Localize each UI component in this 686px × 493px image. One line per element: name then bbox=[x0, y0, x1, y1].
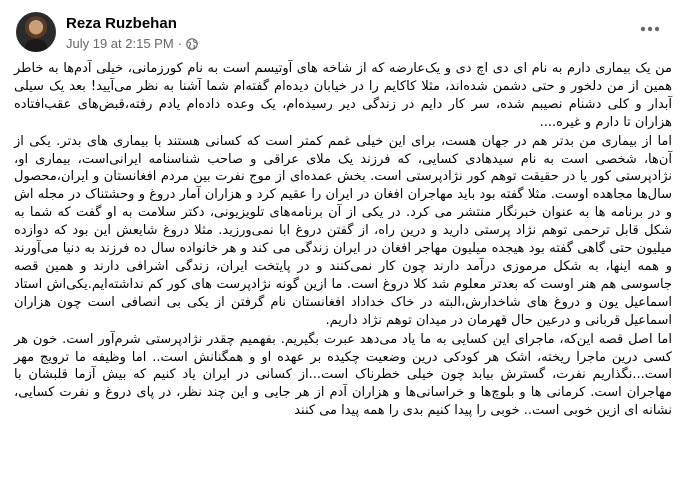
globe-icon[interactable] bbox=[186, 38, 198, 50]
meta-separator: · bbox=[177, 36, 183, 51]
post-body bbox=[14, 60, 672, 421]
post-meta bbox=[66, 36, 198, 51]
post-paragraph: اما اصل قصه این‌که، ماجرای این کسایی به ما یاد می‌دهد عبرت بگیریم. بفهمیم چقدر نژادپرستی شرم‌آور است. خون هر کسی درین ماجرا ریخته، اشک هر کودکی درین وضعیت چکیده بر عهده او و همگنانش است.. اما وظیفه ما ترویج مهر است...نگذاریم نفرت، گسترش بیابد چون خیلی خطرناک است...از کسانی در ایران یاد کنیم که بیش آزما قلبشان با مهاجران است. کرمانی ها و بلوچ‌ها و خراسانی‌ها و هزاران آدم از هر جایی و این چند نظر، در پای دروغ و نفرت کسایی، نشانه ای ازین خوبی است.. خوبی را پیدا کنیم بدی را همه پیدا می کنند bbox=[14, 331, 672, 419]
post-header bbox=[16, 12, 676, 56]
avatar[interactable] bbox=[16, 12, 56, 52]
more-horizontal-icon[interactable] bbox=[636, 18, 664, 40]
post-paragraph: من یک بیماری دارم به نام ای دی اچ دی و یک‌عارضه که از شاخه های آوتیسم است به نام کورزمانی، خیلی آدم‌ها به خاطر همین از من دلخور و حتی دشمن شده‌اند، مثلا کاکایم را در خیابان دیده‌ام گفته‌ام شما آشنا به نظر می‌آیید! بعد یک سیلی آبدار و کلی دشنام نصیبم شده، سر کار دایم در زندگی دیر رسیده‌ام، یک وعده داده‌ام یادم رفته،قبض‌های عقب‌افتاده هزاران تا دارم و غیره.... bbox=[14, 61, 672, 130]
author-name[interactable]: Reza Ruzbehan bbox=[66, 15, 177, 32]
post-paragraph: اما از بیماری من بدتر هم در جهان هست، برای این خیلی غمم کمتر است که کسانی هستند با بیماری های بدتر. یکی از آن‌ها، شخصی است به نام سیدهادی کسایی، که فرزند یک ملای عراقی و صاحب شناسنامه ایرانی‌است، بیماری او، نژادپرستی کور یا در حقیقت توهم کور نژادپرستی است. بخش عمده‌ای از موج نفرت بین مردم افغانستان و ایران،محصول سال‌ها مجاهده اوست. مثلا گفته بود باید مهاجران افغان در ایران را عقیم کرد و هزاران آمار دروغ و وحشتناک در مجله اش و در برنامه ها به عنوان خبرنگار منتشر می کرد. در یکی از آن برنامه‌های تلویزیونی، دکتر سلامت به او گفت که شما به شکل قابل ترحمی توهم نژاد پرستی دارید و درین راه، از گفتن دروغ ابا نمی‌ورزید. مثلا دروغ شایعش این بود که دوازده میلیون حتی گاهی گفته بود هیجده میلیون مهاجر افغان در ایران زندگی می کند و هر خانواده سال ده فرزند به دنیا می‌آورند و همه اینها، به شکل مرموزی درآمد دارند چون کار نمی‌کنند و در پایتخت ایران، زندگی اشرافی دارند و همین قصه جاسوسی هم هنر اوست که بعدتر معلوم شد کلا دروغ است. ما ازین گونه نژادپرست های کور کم نداشته‌ایم.یکی‌اش استاد اسماعیل یون و دروغ های شاخدارش،البته در خاک خداداد افغانستان نام گرفتن از یکی بی انصافی است چون هزاران اسماعیل قربانی و درعین حال قهرمان در میدان توهم نژاد داریم. bbox=[14, 133, 672, 328]
post-timestamp[interactable]: July 19 at 2:15 PM bbox=[66, 36, 174, 51]
